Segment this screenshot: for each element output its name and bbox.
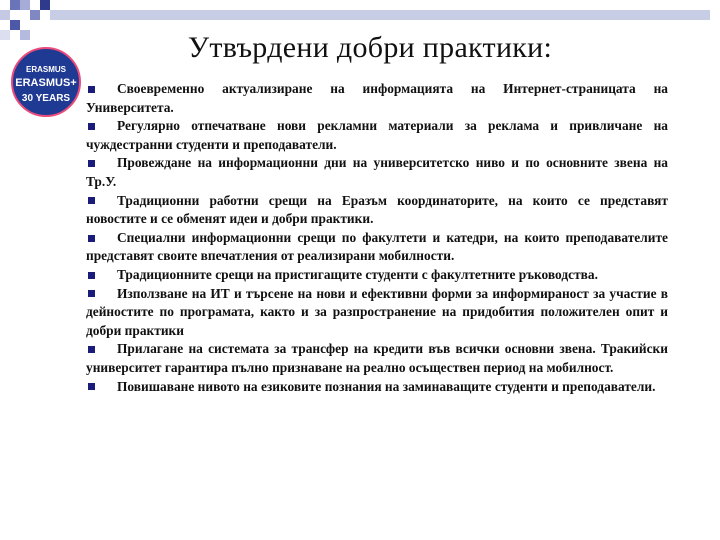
square-bullet-icon (88, 346, 95, 353)
square-bullet-icon (88, 160, 95, 167)
bullet-item: Повишаване нивото на езиковите познания на заминаващите студенти и преподаватели. (86, 378, 668, 397)
bullet-item: Традиционни работни срещи на Еразъм координаторите, на които се представят новостите и се обменят идеи и добри практики. (86, 192, 668, 227)
bullet-item: Регулярно отпечатване нови рекламни материали за реклама и привличане на чуждестранни студенти и преподаватели. (86, 118, 668, 152)
bullet-list (86, 80, 668, 396)
bullet-item: Прилагане на системата за трансфер на кредити във всички основни звена. Тракийски университет гарантира пълно признаване на реално осъществен период на мобилност. (86, 341, 668, 375)
header-divider-line (50, 10, 710, 20)
square-bullet-icon (88, 290, 95, 297)
square-bullet-icon (88, 383, 95, 390)
square-bullet-icon (88, 235, 95, 242)
bullet-item: Използване на ИТ и търсене на нови и ефективни форми за информираност за участие в дейностите по програмата, както и за разпространение на придобития положителен опит и добри практики (86, 285, 668, 338)
square-bullet-icon (88, 123, 95, 130)
slide-title: Утвърдени добри практики: (187, 31, 553, 64)
svg-text:ERASMUS+: ERASMUS+ (15, 77, 77, 89)
bullet-item: Своевременно актуализиране на информацията на Интернет-страницата на Университета. (86, 81, 668, 115)
square-bullet-icon (88, 86, 95, 93)
bullet-item: Традиционните срещи на пристигащите студенти с факултетните ръководства. (86, 266, 668, 285)
bullet-item: Специални информационни срещи по факултети и катедри, на които преподавателите представят своите впечатления от реализирани мобилности. (86, 229, 668, 264)
square-bullet-icon (88, 272, 95, 279)
bullet-item: Провеждане на информационни дни на университетско ниво и по основните звена на Тр.У. (86, 155, 668, 189)
svg-text:ERASMUS: ERASMUS (25, 65, 67, 74)
square-bullet-icon (88, 197, 95, 204)
svg-text:30 YEARS: 30 YEARS (21, 93, 71, 104)
